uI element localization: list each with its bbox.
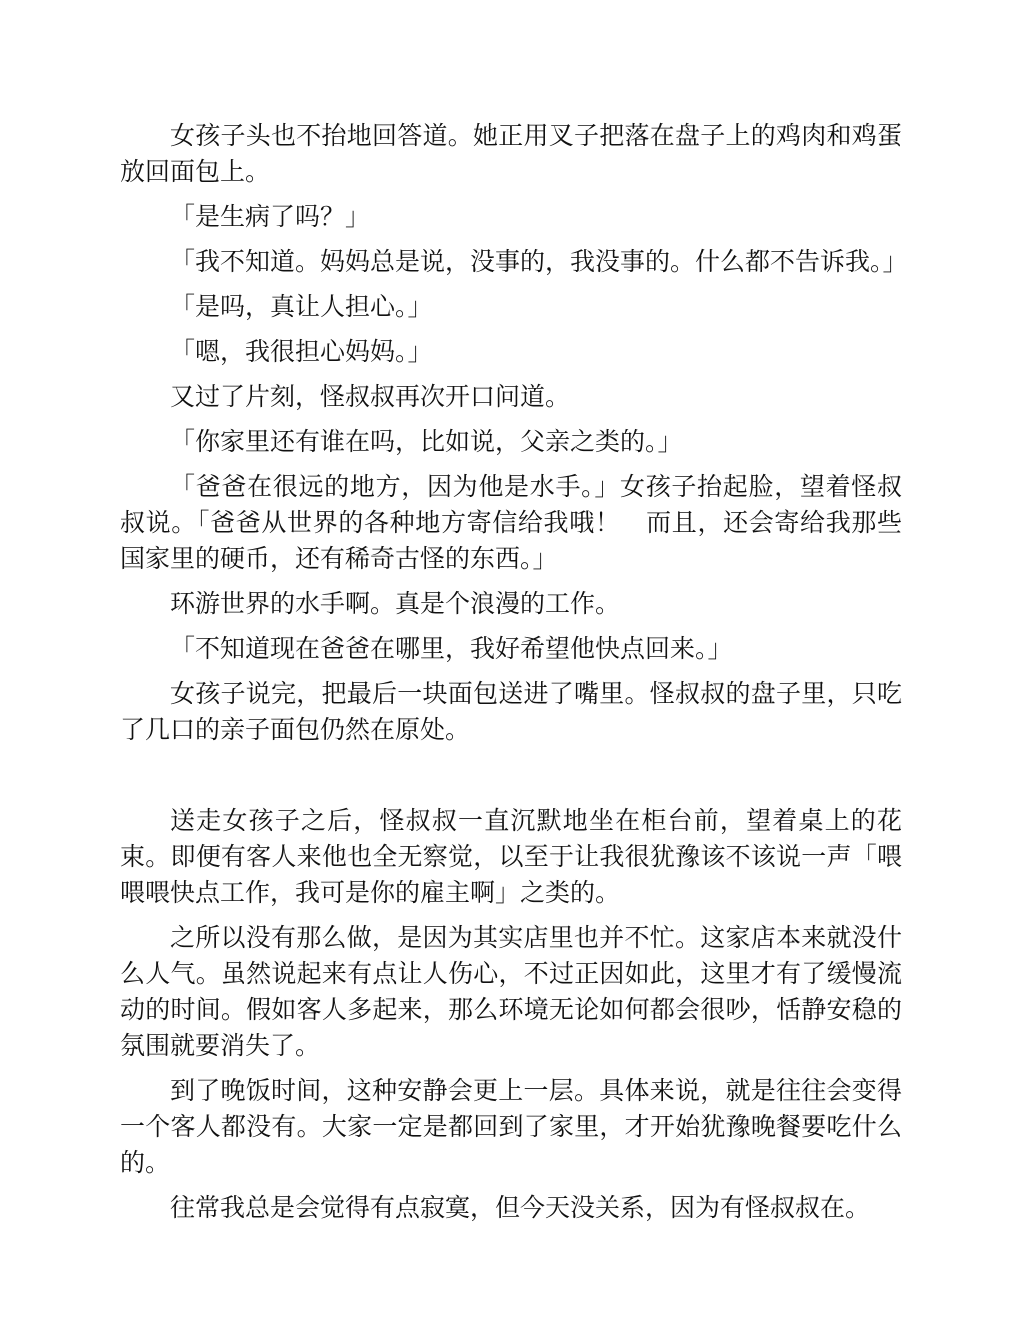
paragraph: 又过了片刻，怪叔叔再次开口问道。 <box>170 382 571 411</box>
dialogue-line: 「你家里还有谁在吗，比如说，父亲之类的。」 <box>170 427 683 456</box>
paragraph: 到了晚饭时间，这种安静会更上一层。具体来说，就是往往会变得一个客人都没有。大家一定是都回到了家里，才开始犹豫晚餐要吃什么的。 <box>120 1076 902 1177</box>
paragraph: 之所以没有那么做，是因为其实店里也并不忙。这家店本来就没什么人气。虽然说起来有点让人伤心，不过正因如此，这里才有了缓慢流动的时间。假如客人多起来，那么环境无论如何都会很吵，恬静安稳的氛围就要消失了。 <box>120 923 902 1060</box>
dialogue-line: 「是吗，真让人担心。」 <box>170 292 433 321</box>
paragraph: 环游世界的水手啊。真是个浪漫的工作。 <box>170 589 621 618</box>
paragraph: 女孩子头也不抬地回答道。她正用叉子把落在盘子上的鸡肉和鸡蛋放回面包上。 <box>120 121 902 186</box>
dialogue-line: 「是生病了吗？」 <box>170 202 371 231</box>
paragraph: 送走女孩子之后，怪叔叔一直沉默地坐在柜台前，望着桌上的花束。即便有客人来他也全无察觉，以至于让我很犹豫该不该说一声「喂喂喂快点工作，我可是你的雇主啊」之类的。 <box>120 806 902 907</box>
dialogue-line: 「不知道现在爸爸在哪里，我好希望他快点回来。」 <box>170 634 733 663</box>
document-page <box>120 118 908 1235</box>
paragraph: 女孩子说完，把最后一块面包送进了嘴里。怪叔叔的盘子里，只吃了几口的亲子面包仍然在原处。 <box>120 679 902 744</box>
dialogue-line: 「嗯，我很担心妈妈。」 <box>170 337 433 366</box>
paragraph: 往常我总是会觉得有点寂寞，但今天没关系，因为有怪叔叔在。 <box>170 1193 871 1222</box>
section-break <box>120 757 902 803</box>
paragraph: 「爸爸在很远的地方，因为他是水手。」女孩子抬起脸，望着怪叔叔说。「爸爸从世界的各种地方寄信给我哦！ 而且，还会寄给我那些国家里的硬币，还有稀奇古怪的东西。」 <box>120 472 902 573</box>
dialogue-line: 「我不知道。妈妈总是说，没事的，我没事的。什么都不告诉我。」 <box>170 247 908 276</box>
